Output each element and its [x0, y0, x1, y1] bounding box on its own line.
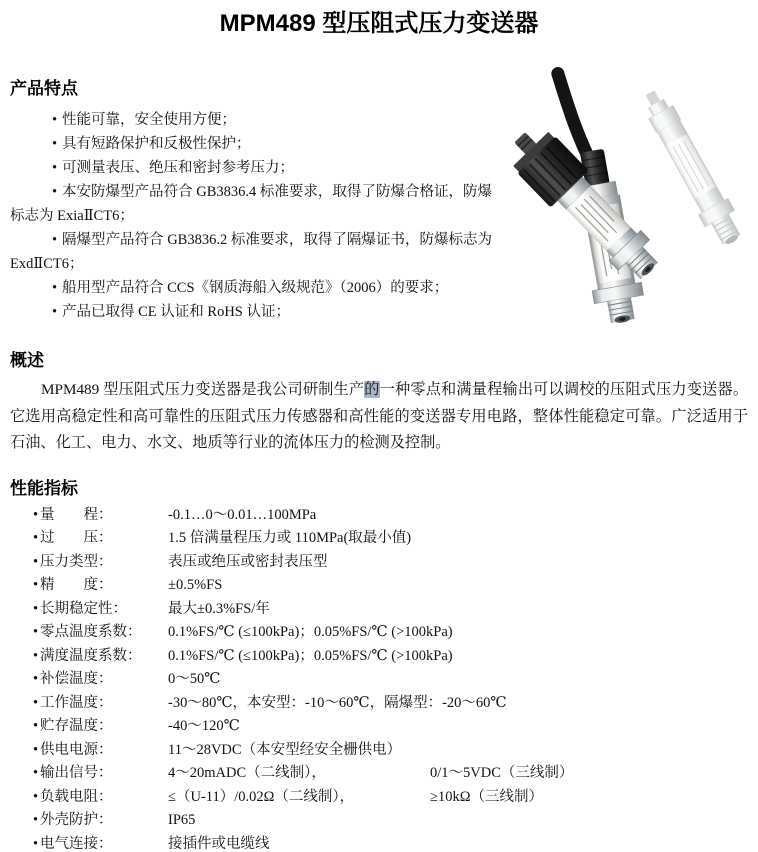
spec-value: 表压或绝压或密封表压型 [168, 553, 328, 570]
section-heading-specs: 性能指标 [10, 478, 78, 498]
spec-row-load-resistance [10, 786, 748, 810]
spec-row-zero-temp-coeff [10, 621, 748, 645]
spec-label: 补偿温度： [40, 671, 113, 687]
bullet-icon: • [33, 671, 39, 687]
feature-text: 具有短路保护和反极性保护； [62, 136, 251, 152]
spec-label: 负载电阻： [40, 788, 113, 805]
bullet-icon: • [33, 835, 39, 852]
bullet-icon: • [33, 765, 39, 781]
bullet-icon: • [33, 600, 39, 617]
page-title: MPM489 型压阻式压力变送器 [219, 10, 539, 37]
bullet-icon: • [52, 304, 58, 320]
feature-text: 性能可靠，安全使用方便； [62, 112, 236, 128]
spec-row-compensated-temp [10, 668, 748, 692]
spec-value-2: ≥10kΩ（三线制） [430, 788, 543, 805]
bullet-icon: • [33, 530, 39, 546]
spec-value: -30～80℃，本安型：-10～60℃，隔爆型：-20～60℃ [168, 694, 507, 711]
spec-value: IP65 [168, 812, 196, 828]
specs-list [10, 504, 748, 852]
spec-row-electrical-connection [10, 833, 748, 852]
bullet-icon: • [33, 694, 39, 711]
spec-label: 输出信号： [40, 765, 113, 781]
spec-row-stability [10, 598, 748, 622]
spec-row-power-supply [10, 739, 748, 763]
spec-label: 过 压： [40, 530, 113, 546]
spec-label: 满度温度系数： [40, 647, 142, 664]
feature-text: 船用型产品符合 CCS《钢质海船入级规范》（2006）的要求； [62, 280, 449, 296]
spec-label: 贮存温度： [40, 718, 113, 734]
feature-item [10, 180, 492, 228]
spec-label: 压力类型： [40, 553, 113, 570]
overview-text-before: MPM489 型压阻式压力变送器是我公司研制生产 [41, 381, 365, 398]
feature-text: 产品已取得 CE 认证和 RoHS 认证； [62, 304, 290, 320]
bullet-icon: • [52, 160, 58, 176]
feature-item [10, 228, 492, 276]
spec-row-operating-temp [10, 692, 748, 716]
spec-value: 0～50℃ [168, 671, 221, 687]
feature-item [10, 132, 492, 156]
bullet-icon: • [33, 647, 39, 664]
features-list [10, 108, 492, 324]
feature-text: 本安防爆型产品符合 GB3836.4 标准要求，取得了防爆合格证，防爆标志为 ExiaⅡCT6； [10, 184, 492, 224]
bullet-icon: • [52, 136, 58, 152]
spec-value: 0.1%FS/℃ (≤100kPa)；0.05%FS/℃ (>100kPa) [168, 624, 453, 640]
pressure-transmitter-back [635, 85, 748, 251]
spec-value: 4～20mADC（二线制）， [168, 765, 326, 781]
bullet-icon: • [33, 718, 39, 734]
bullet-icon: • [52, 232, 58, 248]
spec-label: 量 程： [40, 506, 113, 523]
spec-row-enclosure-protection [10, 809, 748, 833]
spec-label: 零点温度系数： [40, 624, 142, 640]
spec-label: 供电电源： [40, 741, 113, 758]
spec-value: 11～28VDC（本安型经安全栅供电） [168, 741, 402, 758]
bullet-icon: • [33, 741, 39, 758]
overview-text-after: 一种零点和满量程输出可以调校的压阻式压力变送器。它选用高稳定性和高可靠性的压阻式压力传感器和高性能的变送器专用电路，整体性能稳定可靠。广泛适用于石油、化工、电力、水文、地质等行业的流体压力的检测及控制。 [10, 381, 749, 451]
spec-label: 工作温度： [40, 694, 113, 711]
bullet-icon: • [33, 788, 39, 805]
feature-text: 隔爆型产品符合 GB3836.2 标准要求，取得了隔爆证书，防爆标志为 ExdⅡCT6； [10, 232, 492, 272]
spec-value: ±0.5%FS [168, 577, 223, 593]
selection-highlight: 的 [364, 381, 380, 398]
spec-row-pressure-type [10, 551, 748, 575]
spec-row-accuracy [10, 574, 748, 598]
product-photo [503, 84, 755, 322]
spec-row-span-temp-coeff [10, 645, 748, 669]
section-heading-overview: 概述 [10, 351, 44, 370]
bullet-icon: • [33, 577, 39, 593]
feature-item [10, 108, 492, 132]
bullet-icon: • [33, 553, 39, 570]
bullet-icon: • [52, 184, 58, 200]
spec-value: -40～120℃ [168, 718, 240, 734]
spec-row-storage-temp [10, 715, 748, 739]
bullet-icon: • [33, 812, 39, 828]
spec-label: 电气连接： [40, 835, 113, 852]
bullet-icon: • [33, 506, 39, 523]
spec-value: 1.5 倍满量程压力或 110MPa(取最小值) [168, 530, 412, 546]
bullet-icon: • [52, 112, 58, 128]
spec-label: 精 度： [40, 577, 113, 593]
spec-row-overpressure [10, 527, 748, 551]
spec-label: 长期稳定性： [40, 600, 127, 617]
spec-row-range [10, 504, 748, 528]
spec-value: 最大±0.3%FS/年 [168, 600, 270, 617]
spec-value: 接插件或电缆线 [168, 835, 270, 852]
spec-row-output-signal [10, 762, 748, 786]
overview-paragraph [10, 377, 748, 457]
section-heading-features: 产品特点 [10, 79, 78, 98]
feature-item [10, 276, 492, 300]
spec-value: ≤（U-11）/0.02Ω（二线制）， [168, 788, 355, 805]
feature-item [10, 300, 492, 324]
spec-value: 0.1%FS/℃ (≤100kPa)；0.05%FS/℃ (>100kPa) [168, 647, 453, 664]
spec-label: 外壳防护： [40, 812, 113, 828]
spec-value-2: 0/1～5VDC（三线制） [430, 765, 574, 781]
feature-text: 可测量表压、绝压和密封参考压力； [62, 160, 294, 176]
spec-value: -0.1…0～0.01…100MPa [168, 506, 317, 523]
bullet-icon: • [33, 624, 39, 640]
pressure-transmitters-illustration [503, 84, 755, 322]
feature-item [10, 156, 492, 180]
bullet-icon: • [52, 280, 58, 296]
